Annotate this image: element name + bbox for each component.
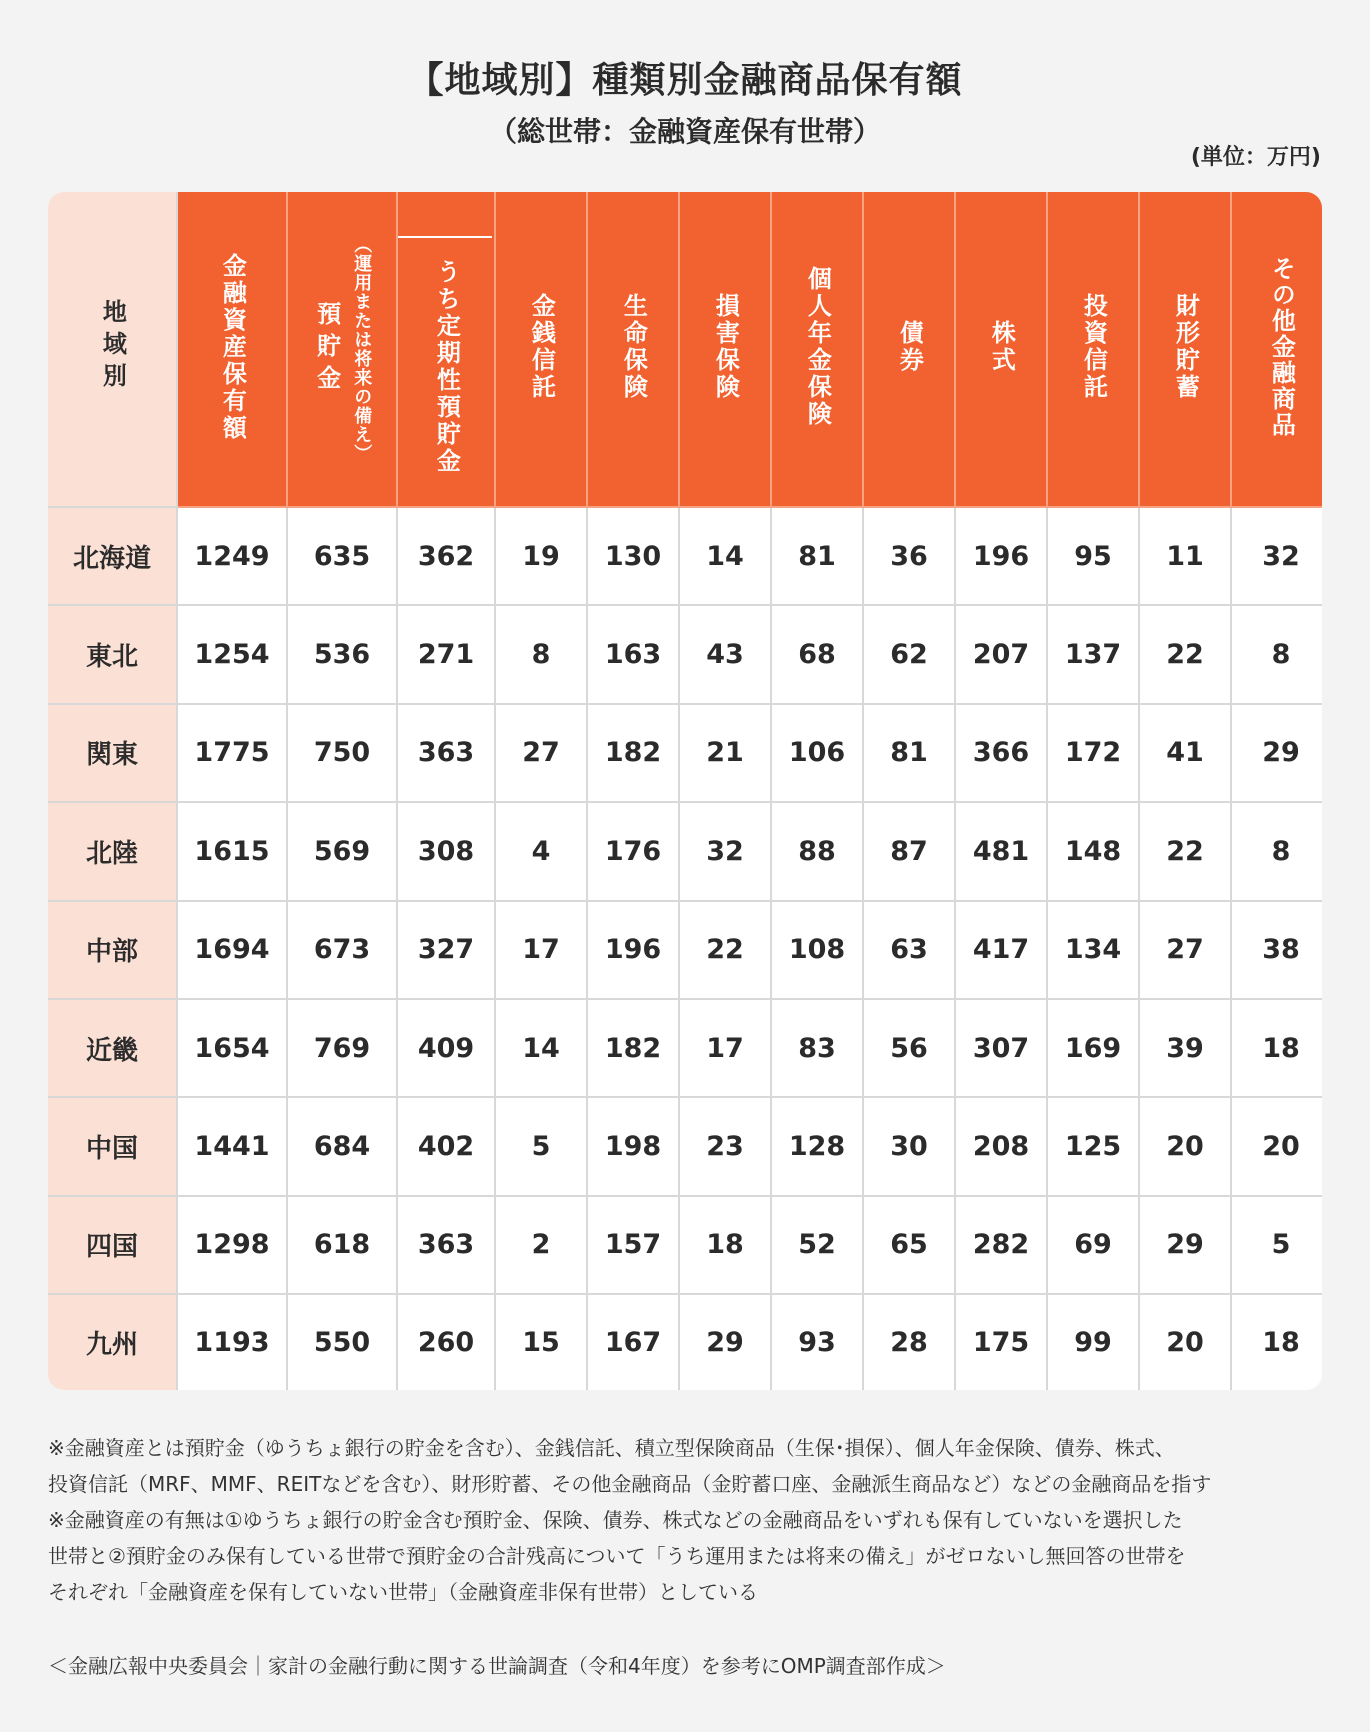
value-cell: 21	[679, 704, 771, 802]
header-label: うち定期性預貯金	[432, 259, 461, 475]
value-cell: 673	[287, 901, 397, 999]
value-cell: 4	[495, 802, 587, 900]
table-row	[48, 605, 1322, 703]
value-cell: 769	[287, 999, 397, 1097]
value-cell: 83	[771, 999, 863, 1097]
value-cell: 36	[863, 507, 955, 605]
header-money-trust	[495, 192, 587, 507]
value-cell: 175	[955, 1294, 1047, 1390]
value-cell: 169	[1047, 999, 1139, 1097]
value-cell: 307	[955, 999, 1047, 1097]
value-cell: 157	[587, 1196, 679, 1294]
value-cell: 684	[287, 1097, 397, 1195]
value-cell: 20	[1231, 1097, 1322, 1195]
header-row	[48, 192, 1322, 507]
header-label: 預貯金	[312, 301, 341, 397]
value-cell: 68	[771, 605, 863, 703]
value-cell: 2	[495, 1196, 587, 1294]
region-cell: 九州	[48, 1294, 177, 1390]
value-cell: 22	[1139, 605, 1231, 703]
footnote-line: 世帯と②預貯金のみ保有している世帯で預貯金の合計残高について「うち運用または将来の備え」がゼロないし無回答の世帯を	[48, 1544, 1186, 1568]
region-cell: 関東	[48, 704, 177, 802]
source-credit: ＜金融広報中央委員会｜家計の金融行動に関する世論調査（令和4年度）を参考にOMP調査部作成＞	[48, 1654, 946, 1678]
value-cell: 417	[955, 901, 1047, 999]
value-cell: 176	[587, 802, 679, 900]
value-cell: 148	[1047, 802, 1139, 900]
chart-title: 【地域別】種類別金融商品保有額	[407, 60, 963, 101]
value-cell: 22	[1139, 802, 1231, 900]
value-cell: 208	[955, 1097, 1047, 1195]
value-cell: 30	[863, 1097, 955, 1195]
value-cell: 1694	[177, 901, 287, 999]
header-sublabel: （運用または将来の備え）	[351, 235, 373, 463]
value-cell: 17	[679, 999, 771, 1097]
value-cell: 19	[495, 507, 587, 605]
value-cell: 327	[397, 901, 495, 999]
header-label: その他金融商品	[1267, 256, 1296, 438]
value-cell: 8	[495, 605, 587, 703]
header-label: 金融資産保有額	[218, 252, 247, 442]
header-label: 地域別	[98, 299, 127, 395]
region-cell: 中国	[48, 1097, 177, 1195]
value-cell: 134	[1047, 901, 1139, 999]
region-cell: 近畿	[48, 999, 177, 1097]
value-cell: 481	[955, 802, 1047, 900]
region-cell: 中部	[48, 901, 177, 999]
table-body	[48, 507, 1322, 1390]
header-label: 投資信託	[1079, 293, 1108, 401]
header-stocks	[955, 192, 1047, 507]
value-cell: 41	[1139, 704, 1231, 802]
value-cell: 569	[287, 802, 397, 900]
data-table	[48, 192, 1322, 1390]
table-row	[48, 1294, 1322, 1390]
value-cell: 1654	[177, 999, 287, 1097]
region-cell: 東北	[48, 605, 177, 703]
value-cell: 172	[1047, 704, 1139, 802]
value-cell: 88	[771, 802, 863, 900]
header-bracket	[398, 236, 492, 238]
value-cell: 27	[495, 704, 587, 802]
value-cell: 1298	[177, 1196, 287, 1294]
header-region	[48, 192, 177, 507]
footnote-line: それぞれ「金融資産を保有していない世帯」（金融資産非保有世帯）としている	[48, 1580, 758, 1604]
value-cell: 20	[1139, 1097, 1231, 1195]
value-cell: 125	[1047, 1097, 1139, 1195]
value-cell: 409	[397, 999, 495, 1097]
region-cell: 北陸	[48, 802, 177, 900]
value-cell: 108	[771, 901, 863, 999]
value-cell: 106	[771, 704, 863, 802]
data-table-container	[48, 192, 1322, 1390]
value-cell: 18	[1231, 1294, 1322, 1390]
value-cell: 93	[771, 1294, 863, 1390]
header-time-deposits	[397, 192, 495, 507]
header-label: 株式	[987, 320, 1016, 374]
value-cell: 196	[955, 507, 1047, 605]
value-cell: 550	[287, 1294, 397, 1390]
value-cell: 18	[1231, 999, 1322, 1097]
region-cell: 北海道	[48, 507, 177, 605]
unit-label: (単位：万円)	[1190, 145, 1321, 170]
value-cell: 137	[1047, 605, 1139, 703]
value-cell: 163	[587, 605, 679, 703]
header-label: 生命保険	[619, 293, 648, 401]
value-cell: 63	[863, 901, 955, 999]
value-cell: 23	[679, 1097, 771, 1195]
table-row	[48, 1196, 1322, 1294]
value-cell: 62	[863, 605, 955, 703]
value-cell: 362	[397, 507, 495, 605]
value-cell: 618	[287, 1196, 397, 1294]
table-row	[48, 802, 1322, 900]
value-cell: 182	[587, 999, 679, 1097]
value-cell: 32	[679, 802, 771, 900]
value-cell: 635	[287, 507, 397, 605]
value-cell: 39	[1139, 999, 1231, 1097]
value-cell: 29	[1231, 704, 1322, 802]
value-cell: 81	[863, 704, 955, 802]
value-cell: 52	[771, 1196, 863, 1294]
value-cell: 29	[679, 1294, 771, 1390]
value-cell: 32	[1231, 507, 1322, 605]
header-label: 財形貯蓄	[1171, 293, 1200, 401]
header-total-assets	[177, 192, 287, 507]
value-cell: 260	[397, 1294, 495, 1390]
value-cell: 402	[397, 1097, 495, 1195]
value-cell: 363	[397, 704, 495, 802]
value-cell: 20	[1139, 1294, 1231, 1390]
header-other-products	[1231, 192, 1322, 507]
table-row	[48, 999, 1322, 1097]
footnote-line: ※金融資産の有無は①ゆうちょ銀行の貯金含む預貯金、保険、債券、株式などの金融商品をいずれも保有していないを選択した	[48, 1508, 1183, 1532]
chart-subtitle: （総世帯：金融資産保有世帯）	[488, 115, 881, 148]
value-cell: 65	[863, 1196, 955, 1294]
value-cell: 56	[863, 999, 955, 1097]
value-cell: 81	[771, 507, 863, 605]
value-cell: 18	[679, 1196, 771, 1294]
value-cell: 1615	[177, 802, 287, 900]
value-cell: 69	[1047, 1196, 1139, 1294]
value-cell: 22	[679, 901, 771, 999]
value-cell: 207	[955, 605, 1047, 703]
value-cell: 43	[679, 605, 771, 703]
value-cell: 1254	[177, 605, 287, 703]
header-label: 金銭信託	[527, 293, 556, 401]
footnote-line: ※金融資産とは預貯金（ゆうちょ銀行の貯金を含む）、金銭信託、積立型保険商品（生保･損保）、個人年金保険、債券、株式、	[48, 1436, 1175, 1460]
value-cell: 130	[587, 507, 679, 605]
header-pension-insurance	[771, 192, 863, 507]
value-cell: 1249	[177, 507, 287, 605]
value-cell: 1441	[177, 1097, 287, 1195]
value-cell: 1193	[177, 1294, 287, 1390]
value-cell: 196	[587, 901, 679, 999]
table-row	[48, 507, 1322, 605]
value-cell: 366	[955, 704, 1047, 802]
region-cell: 四国	[48, 1196, 177, 1294]
value-cell: 128	[771, 1097, 863, 1195]
header-investment-trusts	[1047, 192, 1139, 507]
header-asset-savings	[1139, 192, 1231, 507]
footnote-line: 投資信託（MRF、MMF、REITなどを含む）、財形貯蓄、その他金融商品（金貯蓄口座、金融派生商品など）などの金融商品を指す	[48, 1472, 1212, 1496]
value-cell: 182	[587, 704, 679, 802]
value-cell: 17	[495, 901, 587, 999]
value-cell: 1775	[177, 704, 287, 802]
header-savings	[287, 192, 397, 507]
value-cell: 29	[1139, 1196, 1231, 1294]
value-cell: 27	[1139, 901, 1231, 999]
value-cell: 536	[287, 605, 397, 703]
value-cell: 14	[495, 999, 587, 1097]
value-cell: 11	[1139, 507, 1231, 605]
value-cell: 363	[397, 1196, 495, 1294]
value-cell: 750	[287, 704, 397, 802]
value-cell: 308	[397, 802, 495, 900]
value-cell: 99	[1047, 1294, 1139, 1390]
header-label: 損害保険	[711, 293, 740, 401]
value-cell: 14	[679, 507, 771, 605]
header-label: 個人年金保険	[803, 266, 832, 428]
value-cell: 38	[1231, 901, 1322, 999]
value-cell: 5	[1231, 1196, 1322, 1294]
header-bonds	[863, 192, 955, 507]
header-non-life-insurance	[679, 192, 771, 507]
value-cell: 8	[1231, 605, 1322, 703]
value-cell: 15	[495, 1294, 587, 1390]
value-cell: 87	[863, 802, 955, 900]
header-label: 債券	[895, 320, 924, 374]
value-cell: 5	[495, 1097, 587, 1195]
value-cell: 95	[1047, 507, 1139, 605]
value-cell: 167	[587, 1294, 679, 1390]
value-cell: 271	[397, 605, 495, 703]
value-cell: 8	[1231, 802, 1322, 900]
table-row	[48, 704, 1322, 802]
header-life-insurance	[587, 192, 679, 507]
table-row	[48, 901, 1322, 999]
value-cell: 198	[587, 1097, 679, 1195]
value-cell: 28	[863, 1294, 955, 1390]
value-cell: 282	[955, 1196, 1047, 1294]
footnotes	[48, 1430, 1338, 1610]
table-row	[48, 1097, 1322, 1195]
